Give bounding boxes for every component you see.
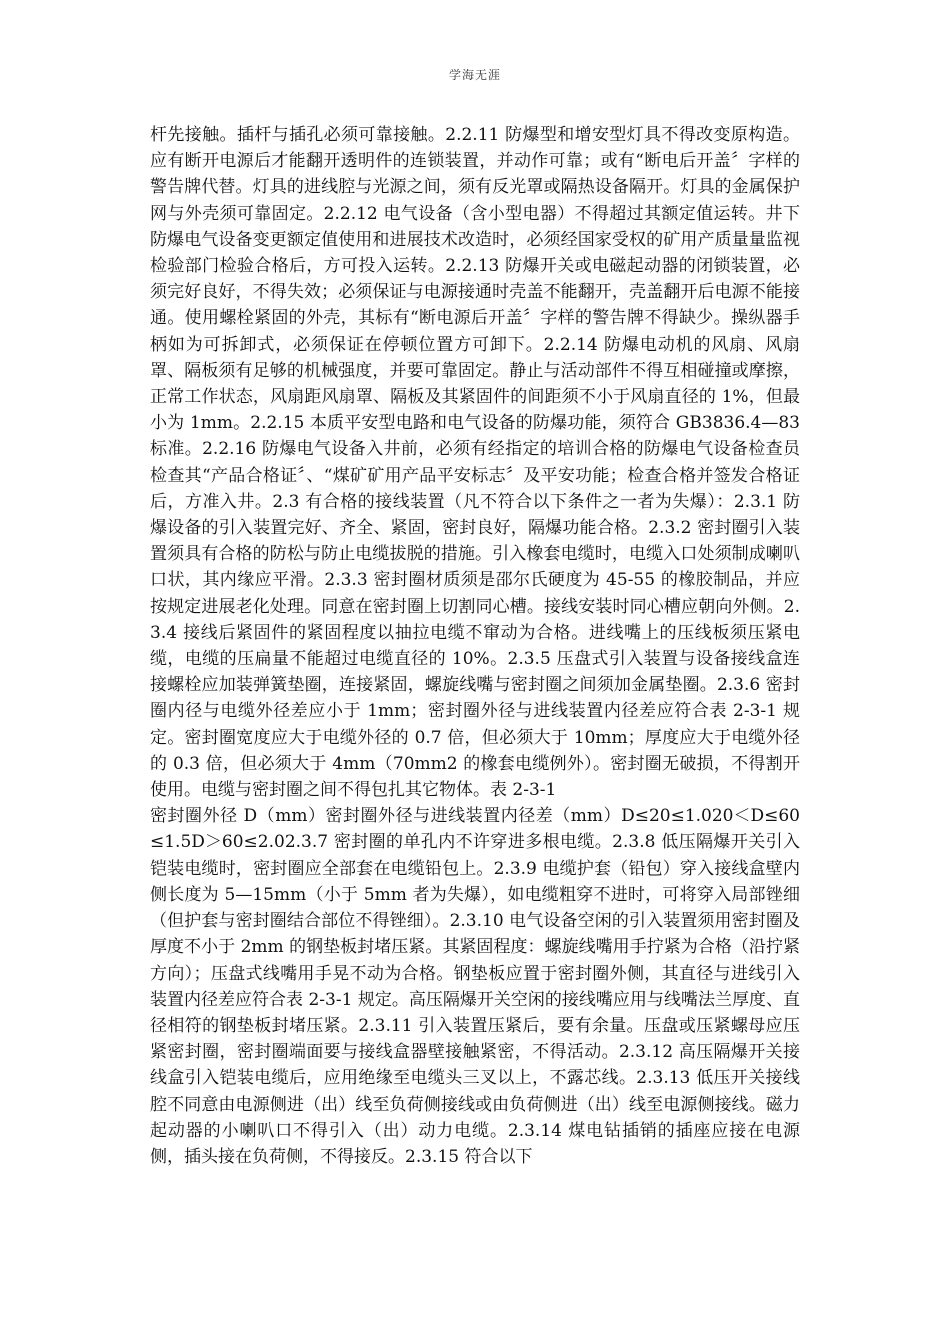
document-body bbox=[150, 122, 800, 1170]
paragraph: 杆先接触。插杆与插孔必须可靠接触。2.2.11 防爆型和增安型灯具不得改变原构造。应有断开电源后才能翻开透明件的连锁装置，并动作可靠；或有“断电后开盖〞字样的警告牌代替。灯具的进线腔与光源之间，须有反光罩或隔热设备隔开。灯具的金属保护网与外壳须可靠固定。2.2.12 电气设备（含小型电器）不得超过其额定值运转。井下防爆电气设备变更额定值使用和进展技术改造时，必须经国家受权的矿用产质量量监视检验部门检验合格后，方可投入运转。2.2.13 防爆开关或电磁起动器的闭锁装置，必须完好良好，不得失效；必须保证与电源接通时壳盖不能翻开，壳盖翻开后电源不能接通。使用螺栓紧固的外壳，其标有“断电源后开盖〞字样的警告牌不得缺少。操纵器手柄如为可拆卸式，必须保证在停顿位置方可卸下。2.2.14 防爆电动机的风扇、风扇罩、隔板须有足够的机械强度，并要可靠固定。静止与活动部件不得互相碰撞或摩擦，正常工作状态，风扇距风扇罩、隔板及其紧固件的间距须不小于风扇直径的 1%，但最小为 1mm。2.2.15 本质平安型电路和电气设备的防爆功能，须符合 GB3836.4—83 标准。2.2.16 防爆电气设备入井前，必须有经指定的培训合格的防爆电气设备检查员检查其“产品合格证〞、“煤矿矿用产品平安标志〞及平安功能；检查合格并签发合格证后，方准入井。2.3 有合格的接线装置（凡不符合以下条件之一者为失爆）：2.3.1 防爆设备的引入装置完好、齐全、紧固，密封良好，隔爆功能合格。2.3.2 密封圈引入装置须具有合格的防松与防止电缆拔脱的措施。引入橡套电缆时，电缆入口处须制成喇叭口状，其内缘应平滑。2.3.3 密封圈材质须是邵尔氏硬度为 45-55 的橡胶制品，并应按规定进展老化处理。同意在密封圈上切割同心槽。接线安装时同心槽应朝向外侧。2.3.4 接线后紧固件的紧固程度以抽拉电缆不窜动为合格。进线嘴上的压线板须压紧电缆，电缆的压扁量不能超过电缆直径的 10%。2.3.5 压盘式引入装置与设备接线盒连接螺栓应加装弹簧垫圈，连接紧固，螺旋线嘴与密封圈之间须加金属垫圈。2.3.6 密封圈内径与电缆外径差应小于 1mm；密封圈外径与进线装置内径差应符合表 2-3-1 规定。密封圈宽度应大于电缆外径的 0.7 倍，但必须大于 10mm；厚度应大于电缆外径的 0.3 倍，但必须大于 4mm（70mm2 的橡套电缆例外）。密封圈无破损，不得割开使用。电缆与密封圈之间不得包扎其它物体。表 2-3-1 bbox=[150, 125, 800, 801]
page-header: 学海无涯 bbox=[448, 68, 501, 82]
paragraph: 密封圈外径 D（mm）密封圈外径与进线装置内径差（mm）D≤20≤1.020＜D≤60≤1.5D＞60≤2.02.3.7 密封圈的单孔内不许穿进多根电缆。2.3.8 低压隔爆开关引入铠装电缆时，密封圈应全部套在电缆铅包上。2.3.9 电缆护套（铅包）穿入接线盒壁内侧长度为 5—15mm（小于 5mm 者为失爆），如电缆粗穿不进时，可将穿入局部锉细（但护套与密封圈结合部位不得锉细）。2.3.10 电气设备空闲的引入装置须用密封圈及厚度不小于 2mm 的钢垫板封堵压紧。其紧固程度：螺旋线嘴用手拧紧为合格（沿拧紧方向）；压盘式线嘴用手晃不动为合格。钢垫板应置于密封圈外侧，其直径与进线引入装置内径差应符合表 2-3-1 规定。高压隔爆开关空闲的接线嘴应用与线嘴法兰厚度、直径相符的钢垫板封堵压紧。2.3.11 引入装置压紧后，要有余量。压盘或压紧螺母应压紧密封圈，密封圈端面要与接线盒器壁接触紧密，不得活动。2.3.12 高压隔爆开关接线盒引入铠装电缆后，应用绝缘至电缆头三叉以上，不露芯线。2.3.13 低压开关接线腔不同意由电源侧进（出）线至负荷侧接线或由负荷侧进（出）线至电源侧接线。磁力起动器的小喇叭口不得引入（出）动力电缆。2.3.14 煤电钻插销的插座应接在电源侧，插头接在负荷侧，不得接反。2.3.15 符合以下 bbox=[150, 806, 800, 1167]
